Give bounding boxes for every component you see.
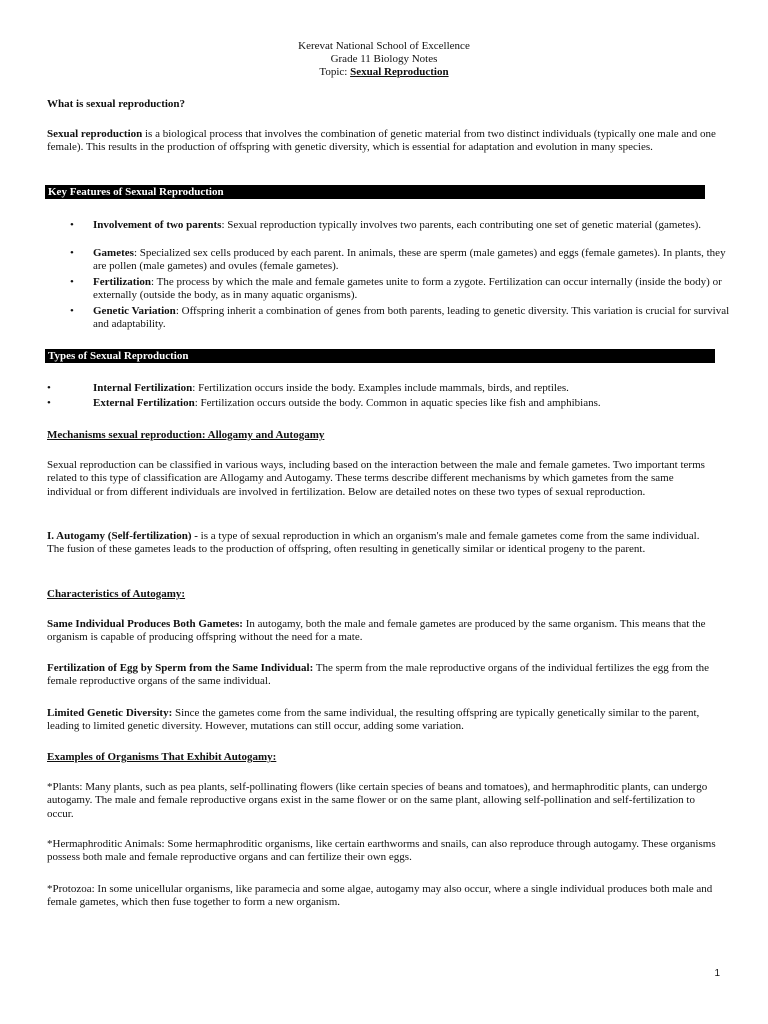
feature-item: Gametes: Specialized sex cells produced by each parent. In animals, these are sperm (male gametes) and eggs (female gametes). In plants, they are pollen (male gametes) and ovules (female gametes). [93, 247, 726, 273]
bullet-icon: • [70, 305, 74, 317]
characteristics-heading: Characteristics of Autogamy: [47, 588, 186, 600]
feature-item: Fertilization: The process by which the male and female gametes unite to form a zygote. Fertilization can occur internally (inside the body) or externally (outside the body, as in many aquatic organisms). [93, 276, 722, 302]
bullet-icon: • [47, 382, 51, 394]
grade-line: Grade 11 Biology Notes [330, 53, 438, 65]
page-number: 1 [714, 968, 720, 979]
bullet-icon: • [47, 397, 51, 409]
feature-item: Genetic Variation: Offspring inherit a combination of genes from both parents, leading to genetic diversity. This variation is crucial for survival and adaptability. [93, 305, 730, 331]
characteristic-item: Same Individual Produces Both Gametes: In autogamy, both the male and female gametes are produced by the same organism. This means that the organism is capable of producing offspring without the need for a mate. [47, 618, 706, 644]
feature-item: Involvement of two parents: Sexual reproduction typically involves two parents, each contributing one set of genetic material (gametes). [93, 219, 702, 231]
mechanisms-paragraph: Sexual reproduction can be classified in various ways, including based on the interaction between the male and female gametes. Two important terms related to this type of classification are Allogamy and Autogamy. These terms describe different mechanisms by which gametes from the same individual or from different individuals are involved in fertilization. Below are detailed notes on these two types of sexual reproduction. [47, 459, 705, 498]
school-name: Kerevat National School of Excellence [298, 40, 470, 52]
example-item: *Protozoa: In some unicellular organisms, like paramecia and some algae, autogamy may also occur, where a single individual produces both male and female gametes, which then fuse together to form a new organism. [47, 883, 713, 909]
example-item: *Hermaphroditic Animals: Some hermaphroditic organisms, like certain earthworms and snails, can also reproduce through autogamy. These organisms possess both male and female reproductive organs and can fertilize their own eggs. [47, 838, 716, 864]
bullet-icon: • [70, 247, 74, 259]
characteristic-item: Limited Genetic Diversity: Since the gametes come from the same individual, the resulting offspring are typically genetically similar to the parent, leading to limited genetic diversity. However, mutations can still occur, adding some variation. [47, 707, 700, 733]
example-item: *Plants: Many plants, such as pea plants, self-pollinating flowers (like certain species of beans and tomatoes), and hermaphroditic plants, can undergo autogamy. The male and female reproductive organs exist in the same flower or on the same plant, allowing self-pollination and self-fertilization to occur. [47, 781, 708, 820]
intro-paragraph: Sexual reproduction is a biological process that involves the combination of genetic material from two distinct individuals (typically one male and one female). This results in the production of offspring with genetic diversity, which is essential for adaptation and evolution in many species. [47, 128, 716, 154]
section-bar-types: Types of Sexual Reproduction [45, 349, 715, 363]
type-item: External Fertilization: Fertilization occurs outside the body. Common in aquatic species like fish and amphibians. [93, 397, 601, 409]
type-item: Internal Fertilization: Fertilization occurs inside the body. Examples include mammals, birds, and reptiles. [93, 382, 569, 394]
characteristic-item: Fertilization of Egg by Sperm from the Same Individual: The sperm from the male reproductive organs of the individual fertilizes the egg from the female reproductive organs of the same individual. [47, 662, 710, 688]
autogamy-definition: I. Autogamy (Self-fertilization) - is a type of sexual reproduction in which an organism's male and female gametes come from the same individual. The fusion of these gametes leads to the production of offspring, often resulting in genetically similar or identical progeny to the parent. [47, 530, 700, 556]
section-bar-key-features: Key Features of Sexual Reproduction [45, 185, 705, 199]
bullet-icon: • [70, 219, 74, 231]
topic-title: Sexual Reproduction [350, 66, 449, 78]
mechanisms-heading: Mechanisms sexual reproduction: Allogamy and Autogamy [47, 429, 325, 441]
bullet-icon: • [70, 276, 74, 288]
examples-heading: Examples of Organisms That Exhibit Autogamy: [47, 751, 277, 763]
topic-line: Topic: Sexual Reproduction [319, 66, 449, 78]
intro-question: What is sexual reproduction? [47, 98, 186, 110]
